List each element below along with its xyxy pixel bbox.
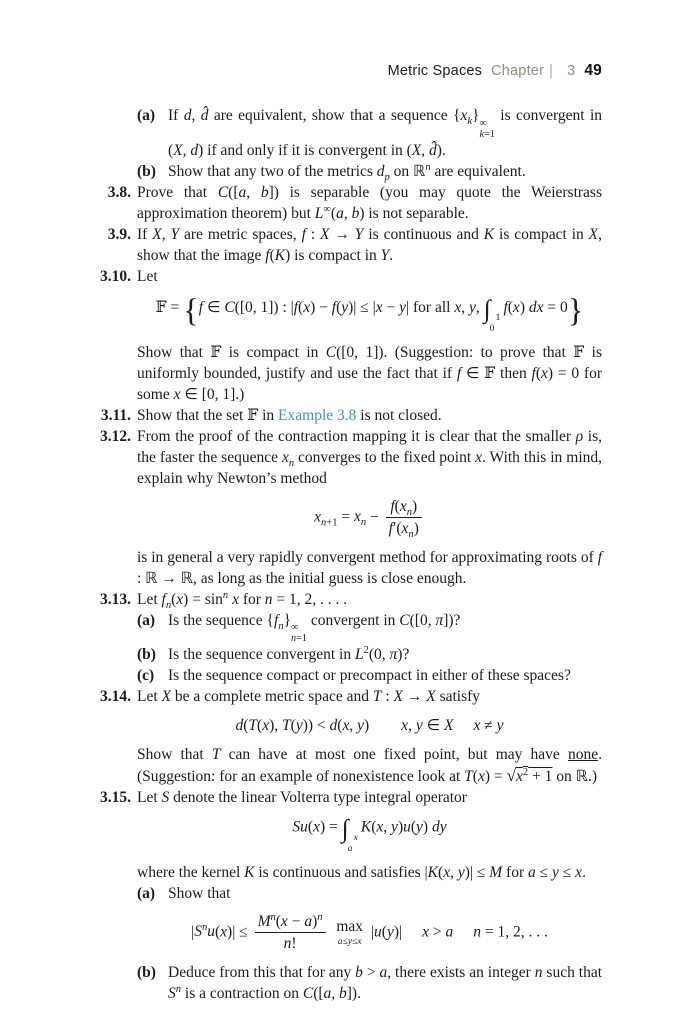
problem-text: Show that the set 𝔽 in Example 3.8 is not closed. [137, 405, 442, 424]
item-3-13-b [137, 644, 602, 665]
formula-volterra-operator: Su(x) = ∫ x a K(x, y)u(y) dy [292, 814, 447, 854]
problem-text: From the proof of the contraction mapping it is clear that the smaller ρ is, the faster the sequence $x_n$ converges to the fixed point x. With this in mind, explain why Newton’s method [137, 427, 602, 487]
problem-number: 3.12. [100, 427, 131, 445]
problem-text: Let [137, 267, 158, 285]
para-3-15-kernel: where the kernel K is continuous and satisfies |K(x, y)| ≤ M for a ≤ y ≤ x. [137, 863, 586, 881]
item-3-13-c [137, 665, 602, 686]
subitem-text: Show that any two of the metrics $d_p$ on ℝ$^n$ are equivalent. [168, 161, 526, 183]
problem-number: 3.13. [100, 590, 131, 608]
problem-text: Let X be a complete metric space and T : X → X satisfy [137, 688, 481, 706]
section-title: Metric Spaces [387, 63, 483, 79]
problem-3-14 [90, 686, 602, 707]
subitem-text: If d, d̂ are equivalent, show that a sequence $\{x_k\}$ ∞ k=1 is convergent in (X, d) if and only if it is convergent in (X, d̂). [168, 107, 602, 159]
subitem-label: (b) [137, 162, 156, 180]
problem-text: Prove that C([a, b]) is separable (you may quote the Weierstrass approximation theorem) but L∞(a, b) is not separable. [137, 183, 602, 222]
subitem-text: Is the sequence compact or precompact in either of these spaces? [168, 667, 571, 685]
problem-3-10 [90, 266, 602, 287]
problem-3-15 [90, 787, 602, 808]
subitem-label: (b) [137, 646, 156, 664]
running-header [90, 62, 602, 80]
item-3-15-a [137, 883, 602, 904]
problem-3-11 [90, 405, 602, 426]
formula-sn-bound: $|S^nu(x)|$ ≤ $\frac{M^n(x - a)^n}{n!}$ max a≤y≤x |u(y)| x > a n = 1, 2, . . . [191, 911, 548, 953]
problem-number: 3.8. [107, 183, 131, 201]
para-3-12-general: is in general a very rapidly convergent method for approximating roots of f : ℝ → ℝ, as long as the initial guess is close enough. [137, 548, 602, 587]
subitem-label: (c) [137, 667, 155, 685]
problem-text: Let $f_n(x) = \sin^n x$ for n = 1, 2, . . . . [137, 589, 348, 611]
problem-text: If X, Y are metric spaces, f : X → Y is continuous and K is compact in X, show that the image f(K) is compact in Y. [137, 225, 603, 264]
item-b-metrics-dp [137, 161, 602, 182]
subitem-label: (b) [137, 963, 156, 981]
problem-number: 3.9. [107, 225, 131, 243]
subitem-label: (a) [137, 884, 156, 902]
para-3-14-show: Show that T can have at most one fixed point, but may have none. (Suggestion: for an example of nonexistence look at $T(x) = √x^2 + 1$ on ℝ.) [137, 746, 602, 786]
problem-3-12 [90, 426, 602, 489]
subitem-label: (a) [137, 107, 156, 124]
subitem-label: (a) [137, 611, 156, 629]
problem-text: Let S denote the linear Volterra type integral operator [137, 789, 467, 807]
page-number: 49 [584, 62, 602, 79]
problem-number: 3.14. [100, 688, 131, 706]
problem-number: 3.10. [100, 267, 131, 285]
subitem-text: Deduce from this that for any b > a, there exists an integer n such that $S^n$ is a contraction on C([a, b]). [168, 963, 602, 1002]
problem-3-9 [90, 224, 602, 266]
subitem-text: Is the sequence convergent in $L^2(0$, π)? [168, 645, 410, 664]
item-3-13-a [137, 610, 602, 645]
problem-3-13 [90, 589, 602, 610]
item-a-equivalent-metrics [137, 105, 602, 161]
chapter-label: Chapter [491, 63, 545, 79]
chapter-number: 3 [567, 63, 576, 79]
problem-number: 3.11. [100, 406, 131, 424]
formula-contractive: d(T(x), T(y)) < d(x, y) x, y ∈ X x ≠ y [235, 717, 504, 735]
item-3-15-b [137, 962, 602, 1004]
formula-set-F: 𝔽 = {f ∈ C([0, 1]) : |f(x) − f(y)| ≤ |x − y| for all x, y, ∫ 1 0 f(x) dx = 0} [155, 292, 584, 334]
subitem-text: Show that [168, 884, 231, 902]
para-3-10-show: Show that 𝔽 is compact in C([0, 1]). (Suggestion: to prove that 𝔽 is uniformly bounded, justify and use the fact that if f ∈ 𝔽 then f(x) = 0 for some x ∈ [0, 1].) [137, 342, 602, 403]
problem-3-8 [90, 182, 602, 224]
formula-newton-method: $x_{n+1} = x_n$ − $\frac{f(x_n)}{f'(x_n)}$ [137, 489, 602, 547]
subitem-text: Is the sequence $\{f_n\}$ ∞ n=1 convergent in C([0, π])? [168, 611, 461, 645]
exercise-list [90, 105, 602, 1004]
page-content [90, 62, 602, 1004]
chapter-separator: | [549, 63, 554, 79]
problem-number: 3.15. [100, 789, 131, 807]
example-3-8-link[interactable]: Example 3.8 [278, 406, 357, 424]
